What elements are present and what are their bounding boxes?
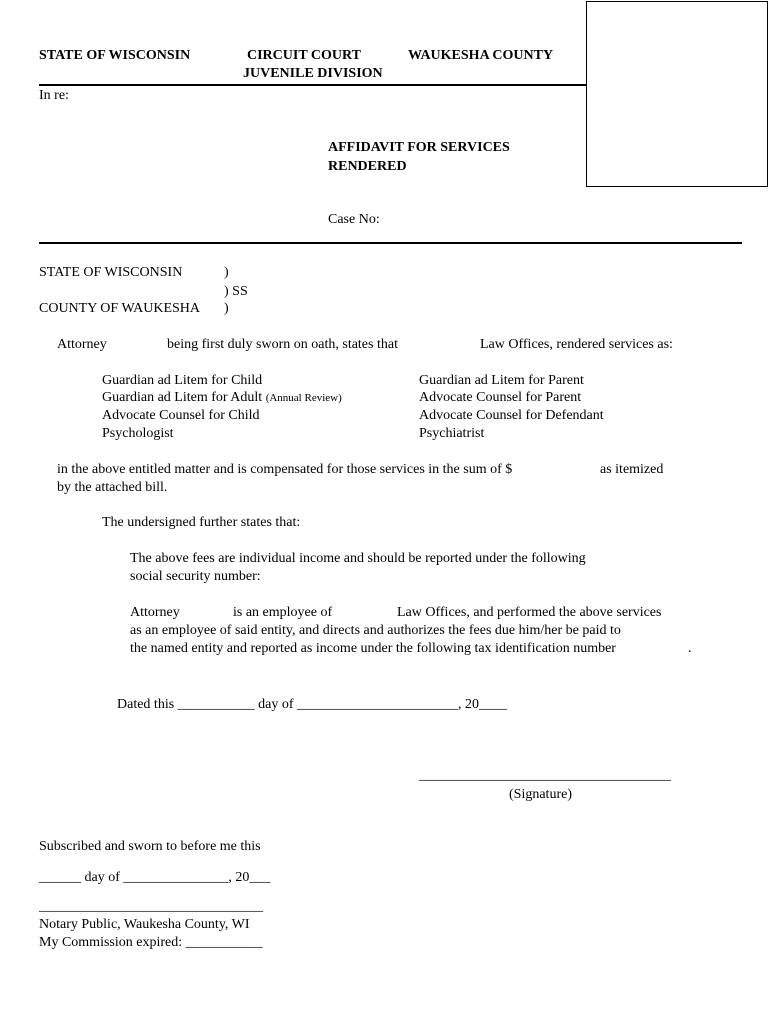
service-option-label: Guardian ad Litem for Adult: [102, 390, 263, 405]
venue-state-paren: ): [224, 265, 229, 280]
notary-day-line: ______ day of _______________, 20___: [39, 870, 271, 885]
document-title-line1: AFFIDAVIT FOR SERVICES: [328, 140, 510, 155]
employee-line3: the named entity and reported as income under the following tax identification number: [130, 641, 616, 656]
oath-law-offices: Law Offices, rendered services as:: [480, 337, 673, 352]
signature-line: ____________________________________: [419, 768, 671, 783]
document-title-line2: RENDERED: [328, 159, 407, 174]
employee-line2: as an employee of said entity, and directs and authorizes the fees due him/her be paid to: [130, 623, 621, 638]
fees-line2: social security number:: [130, 569, 261, 584]
dated-line: Dated this ___________ day of _______________________, 20____: [117, 697, 508, 712]
service-option: Advocate Counsel for Parent: [419, 390, 582, 405]
oath-attorney: Attorney: [57, 337, 107, 352]
service-option: Guardian ad Litem for Child: [102, 373, 263, 388]
service-option: Guardian ad Litem for Parent: [419, 373, 584, 388]
service-option: Advocate Counsel for Defendant: [419, 408, 604, 423]
notary-commission: My Commission expired: ___________: [39, 935, 263, 950]
notary-subscribed: Subscribed and sworn to before me this: [39, 839, 261, 854]
service-option: [102, 389, 342, 407]
service-option: Psychiatrist: [419, 426, 485, 441]
header-divider: [39, 84, 586, 86]
compensation-itemized: as itemized: [600, 462, 664, 477]
notary-signature-line: ________________________________: [39, 899, 263, 914]
caption-divider: [39, 242, 742, 244]
oath-sworn: being first duly sworn on oath, states that: [167, 337, 398, 352]
annual-review-note: (Annual Review): [265, 392, 342, 404]
further-states: The undersigned further states that:: [102, 515, 301, 530]
case-number-label: Case No:: [328, 212, 380, 227]
fees-line1: The above fees are individual income and should be reported under the following: [130, 551, 586, 566]
in-re-label: In re:: [39, 88, 69, 103]
header-division: JUVENILE DIVISION: [243, 66, 383, 81]
venue-county: COUNTY OF WAUKESHA: [39, 301, 201, 316]
header-state: STATE OF WISCONSIN: [39, 48, 191, 63]
employee-period: .: [688, 641, 692, 656]
notary-public: Notary Public, Waukesha County, WI: [39, 917, 250, 932]
employee-is-employee: is an employee of: [233, 605, 333, 620]
service-option: Psychologist: [102, 426, 174, 441]
employee-law-offices: Law Offices, and performed the above services: [397, 605, 662, 620]
signature-label: (Signature): [509, 787, 572, 802]
header-county: WAUKESHA COUNTY: [408, 48, 554, 63]
compensation-line1: in the above entitled matter and is compensated for those services in the sum of $: [57, 462, 513, 477]
employee-attorney: Attorney: [130, 605, 180, 620]
venue-state: STATE OF WISCONSIN: [39, 265, 183, 280]
venue-ss: ) SS: [224, 284, 248, 299]
service-option: Advocate Counsel for Child: [102, 408, 260, 423]
header-court: CIRCUIT COURT: [247, 48, 361, 63]
venue-county-paren: ): [224, 301, 229, 316]
filing-stamp-box: [586, 1, 768, 187]
compensation-line2: by the attached bill.: [57, 480, 168, 495]
